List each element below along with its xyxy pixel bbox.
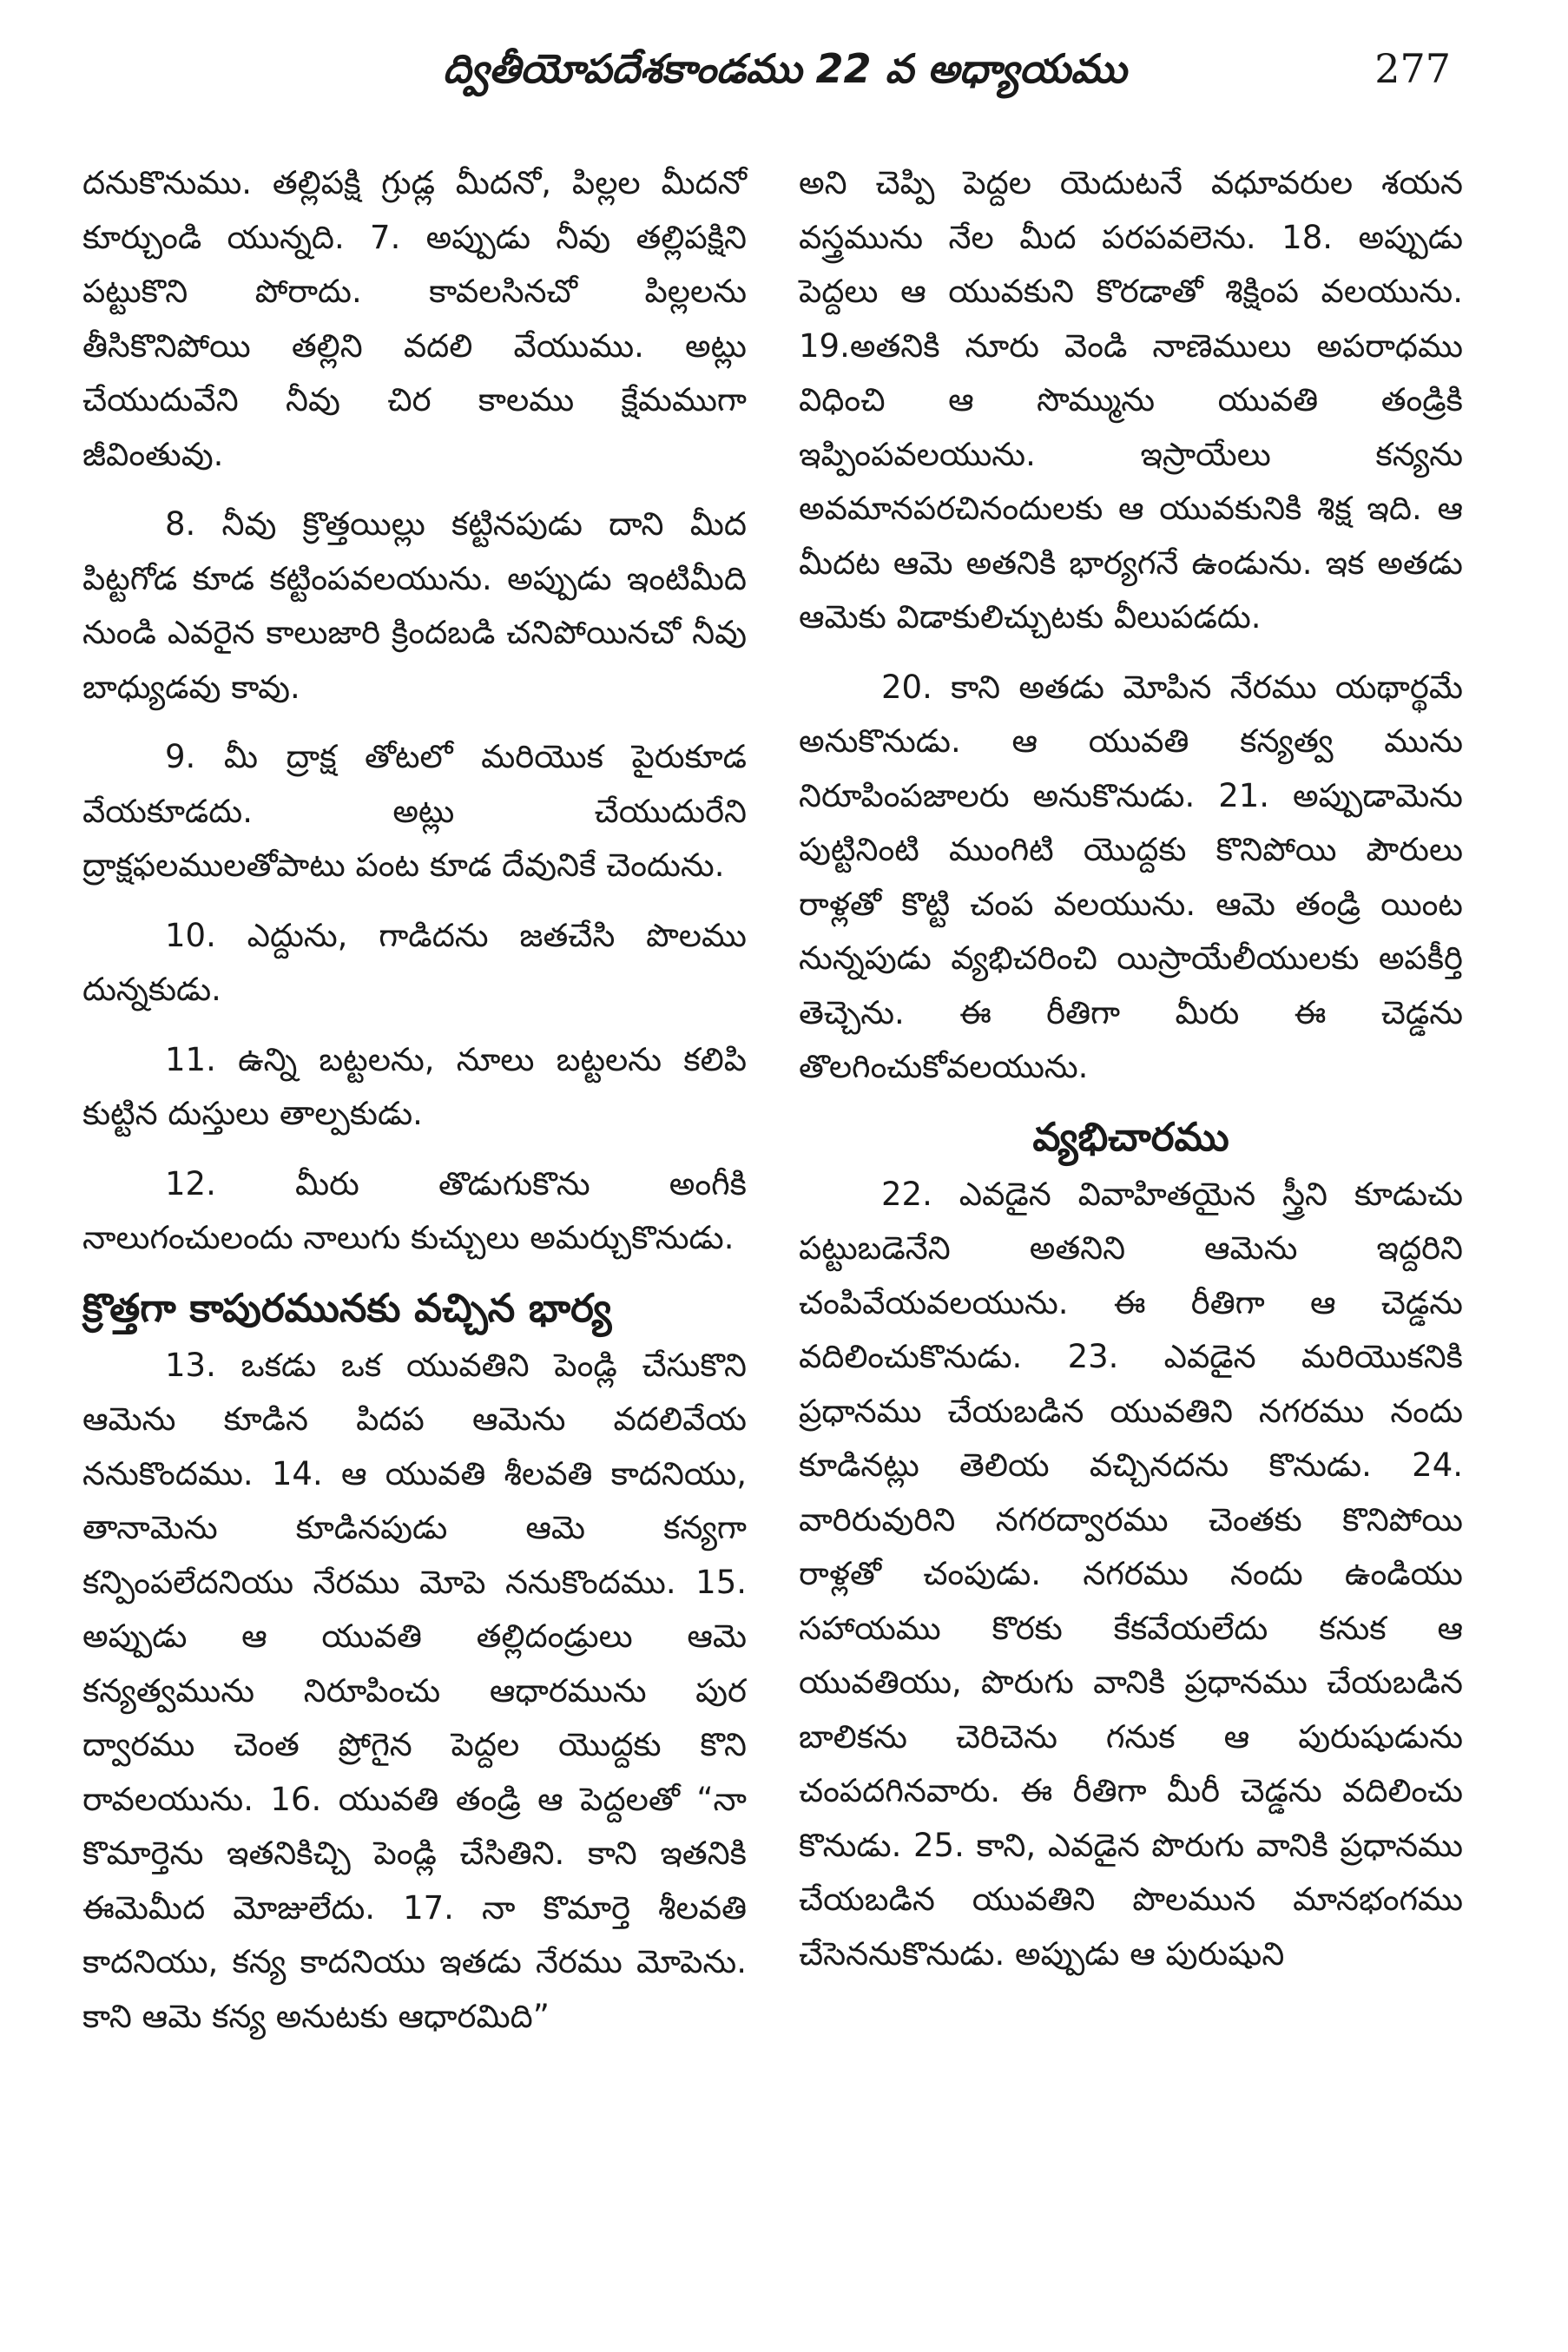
paragraph: దనుకొనుము. తల్లిపక్షి గ్రుడ్ల మీదనో, పిల్లల మీదనో కూర్చుండి యున్నది. 7. అప్పుడు నీవు తల్లిపక్షిని పట్టుకొని పోరాదు. కావలసినచో పిల్లలను తీసికొనిపోయి తల్లిని వదలి వేయుము. అట్లు చేయుదువేని నీవు చిర కాలము క్షేమముగా జీవింతువు. [82,164,747,473]
running-title: ద్వితీయోపదేశకాండము 22 వ అధ్యాయము [443,45,1127,92]
paragraph: 12. మీరు తొడుగుకొను అంగీకి నాలుగంచులందు నాలుగు కుచ్చులు అమర్చుకొనుడు. [82,1164,747,1256]
left-column [82,156,747,2059]
paragraph: 8. నీవు క్రొత్తయిల్లు కట్టినపుడు దాని మీద పిట్టగోడ కూడ కట్టింపవలయును. అప్పుడు ఇంటిమీది నుండి ఎవరైన కాలుజారి క్రిందబడి చనిపోయినచో నీవు బాధ్యుడవు కావు. [82,505,747,706]
right-column [799,156,1463,1997]
paragraph: 22. ఎవడైన వివాహితయైన స్త్రీని కూడుచు పట్టుబడెనేని అతనిని ఆమెను ఇద్దరిని చంపివేయవలయును. ఈ రీతిగా ఆ చెడ్డను వదిలించుకొనుడు. 23. ఎవడైన మరియొకనికి ప్రధానము చేయబడిన యువతిని నగరము నందు కూడినట్లు తెలియ వచ్చినదను కొనుడు. 24. వారిరువురిని నగరద్వారము చెంతకు కొనిపోయి రాళ్లతో చంపుడు. నగరము నందు ఉండియు సహాయము కొరకు కేకవేయలేదు కనుక ఆ యువతియు, పొరుగు వానికి ప్రధానము చేయబడిన బాలికను చెరిచెను గనుక ఆ పురుషుడును చంపదగినవారు. ఈ రీతిగా మీరీ చెడ్డను వదిలించు కొనుడు. 25. కాని, ఎవడైన పొరుగు వానికి ప్రధానము చేయబడిన యువతిని పొలమున మానభంగము చేసెననుకొనుడు. అప్పుడు ఆ పురుషుని [799,1175,1463,1973]
paragraph: 11. ఉన్ని బట్టలను, నూలు బట్టలను కలిపి కుట్టిన దుస్తులు తాల్పకుడు. [82,1040,747,1132]
paragraph: 20. కాని అతడు మోపిన నేరము యథార్థమే అనుకొనుడు. ఆ యువతి కన్యత్వ మును నిరూపింపజాలరు అనుకొనుడు. 21. అప్పుడామెను పుట్టినింటి ముంగిటి యొద్దకు కొనిపోయి పౌరులు రాళ్లతో కొట్టి చంప వలయును. ఆమె తండ్రి యింట నున్నపుడు వ్యభిచరించి యిస్రాయేలీయులకు అపకీర్తి తెచ్చెను. ఈ రీతిగా మీరు ఈ చెడ్డను తొలగించుకోవలయును. [799,668,1463,1085]
paragraph: అని చెప్పి పెద్దల యెదుటనే వధూవరుల శయన వస్త్రమును నేల మీద పరపవలెను. 18. అప్పుడు పెద్దలు ఆ యువకుని కొరడాతో శిక్షింప వలయును. 19.అతనికి నూరు వెండి నాణెములు అపరాధము విధించి ఆ సొమ్మును యువతి తండ్రికి ఇప్పింపవలయును. ఇస్రాయేలు కన్యను అవమానపరచినందులకు ఆ యువకునికి శిక్ష ఇది. ఆ మీదట ఆమె అతనికి భార్యగనే ఉండును. ఇక అతడు ఆమెకు విడాకులిచ్చుటకు వీలుపడదు. [799,164,1463,636]
paragraph: 10. ఎద్దును, గాడిదను జతచేసి పొలము దున్నకుడు. [82,916,747,1008]
page-header [0,45,1568,123]
page-number: 277 [1374,45,1451,92]
paragraph: 13. ఒకడు ఒక యువతిని పెండ్లి చేసుకొని ఆమెను కూడిన పిదప ఆమెను వదలివేయ ననుకొందము. 14. ఆ యువతి శీలవతి కాదనియు, తానామెను కూడినపుడు ఆమె కన్యగా కన్పింపలేదనియు నేరము మోపె ననుకొందము. 15. అప్పుడు ఆ యువతి తల్లిదండ్రులు ఆమె కన్యత్వమును నిరూపించు ఆధారమును పుర ద్వారము చెంత ప్రోగైన పెద్దల యొద్దకు కొని రావలయును. 16. యువతి తండ్రి ఆ పెద్దలతో “నా కొమార్తెను ఇతనికిచ్చి పెండ్లి చేసితిని. కాని ఇతనికి ఈమెమీద మోజులేదు. 17. నా కొమార్తె శీలవతి కాదనియు, కన్య కాదనియు ఇతడు నేరము మోపెను. కాని ఆమె కన్య అనుటకు ఆధారమిది” [82,1346,747,2035]
section-heading: క్రొత్తగా కాపురమునకు వచ్చిన భార్య [82,1284,612,1331]
paragraph: 9. మీ ద్రాక్ష తోటలో మరియొక పైరుకూడ వేయకూడదు. అట్లు చేయుదురేని ద్రాక్షఫలములతోపాటు పంట కూడ దేవునికే చెందును. [82,738,747,884]
section-heading: వ్యభిచారము [1032,1113,1229,1160]
